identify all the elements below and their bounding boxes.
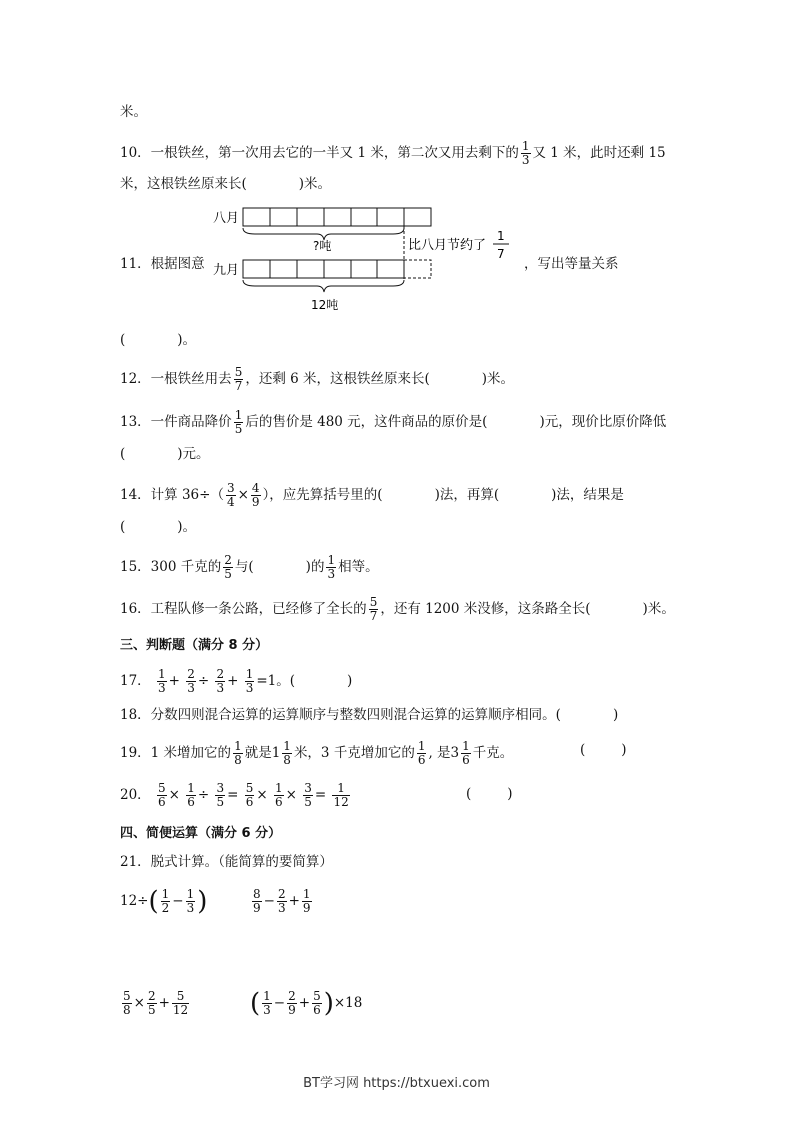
- aug-label: 八月: [213, 211, 240, 226]
- question-20: 20． $\frac{5}{6}$ × $\frac{1}{6}$ ÷ $\frac{3}{5}$ = $\frac{5}{6}$ × $\frac{1}{6}$ × $\frac{3}{5}$ = $\frac{1}{12}$: [120, 781, 349, 809]
- expression-2: $\frac{8}{9}$ − $\frac{2}{3}$ + $\frac{1}{9}$: [253, 887, 311, 915]
- question-17: 17． $\frac{1}{3}$ + $\frac{2}{3}$ ÷ $\frac{2}{3}$ + $\frac{1}{3}$ =1。( ): [120, 667, 353, 695]
- section-3-heading: 三、判断题（满分 8 分）: [120, 638, 269, 653]
- question-21: 21．脱式计算。（能简算的要简算）: [120, 854, 333, 870]
- question-11: 11．根据图意: [120, 256, 205, 272]
- question-16: 16．工程队修一条公路，已经修了全长的 $\frac{5}{7}$ ，还有 1200 米没修，这条路全长( )米。: [120, 595, 675, 623]
- question-10-cont: 米，这根铁丝原来长( )米。: [120, 176, 332, 192]
- aug-total: ?吨: [313, 239, 332, 253]
- saved-text: 比八月节约了: [408, 238, 487, 253]
- question-14-cont: ( )。: [120, 519, 197, 535]
- question-13-cont: ( )元。: [120, 446, 210, 462]
- question-18: 18．分数四则混合运算的运算顺序与整数四则混合运算的运算顺序相同。( ): [120, 707, 619, 723]
- section-4-heading: 四、简便运算（满分 6 分）: [120, 826, 282, 841]
- expression-4: ( $\frac{1}{3}$ − $\frac{2}{9}$ + $\frac{5}{6}$ )×18: [250, 988, 363, 1019]
- sep-bar: [243, 260, 431, 278]
- question-12: 12．一根铁丝用去 $\frac{5}{7}$ ，还剩 6 米，这根铁丝原来长( )米。: [120, 365, 515, 393]
- question-10: 10．一根铁丝，第一次用去它的一半又 1 米，第二次又用去剩下的 $\frac{1}{3}$ 又 1 米，此时还剩 15: [120, 139, 666, 167]
- footer-watermark: BT学习网 https://btxuexi.com: [303, 1076, 490, 1091]
- fraction: $\frac{1}{3}$: [521, 139, 530, 167]
- saved-fraction: [493, 229, 509, 261]
- expression-3: $\frac{5}{8}$ × $\frac{2}{5}$ + $\frac{5}{12}$: [123, 989, 189, 1017]
- q11-diagram: [205, 200, 515, 315]
- question-19: 19．1 米增加它的 $\frac{1}{8}$ 就是1 $\frac{1}{8}$ 米，3 千克增加它的 $\frac{1}{6}$ , 是3 $\frac{1}{6}$ 千克。: [120, 739, 514, 767]
- question-15: 15．300 千克的 $\frac{2}{5}$ 与( )的 $\frac{1}{3}$ 相等。: [120, 553, 379, 581]
- sep-total: 12吨: [311, 298, 339, 312]
- sep-brace: [243, 280, 404, 292]
- aug-bar: [243, 208, 431, 226]
- question-14: 14．计算 36÷（ $\frac{3}{4}$ × $\frac{4}{9}$ ），应先算括号里的( )法，再算( )法，结果是: [120, 481, 624, 509]
- svg-text:1: 1: [497, 229, 505, 243]
- question-20-judge: ( ): [466, 786, 513, 802]
- question-11-tail: ，写出等量关系: [524, 256, 619, 272]
- sep-label: 九月: [213, 263, 240, 278]
- question-13: 13．一件商品降价 $\frac{1}{5}$ 后的售价是 480 元，这件商品的原价是( )元，现价比原价降低: [120, 408, 667, 436]
- q9-tail: 米。: [120, 104, 147, 120]
- question-19-judge: ( ): [580, 742, 627, 758]
- expression-1: 12÷( $\frac{1}{2}$ − $\frac{1}{3}$ ): [120, 886, 208, 917]
- svg-text:7: 7: [497, 247, 505, 261]
- question-11-answer: ( )。: [120, 332, 197, 348]
